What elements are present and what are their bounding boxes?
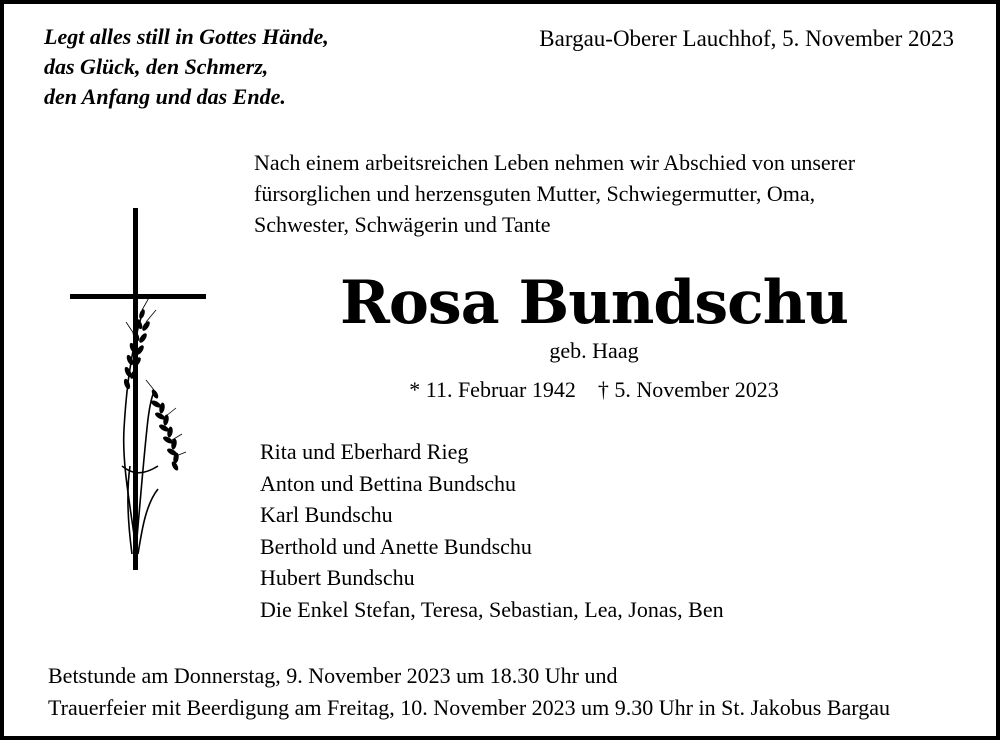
mourner-entry: Berthold und Anette Bundschu xyxy=(260,533,532,559)
motto-line: das Glück, den Schmerz, xyxy=(44,54,269,79)
cross-with-wheat-icon xyxy=(62,204,212,574)
service-line: Betstunde am Donnerstag, 9. November 2023 um 18.30 Uhr und xyxy=(48,663,618,688)
intro-line: Nach einem arbeitsreichen Leben nehmen wir Abschied von unserer xyxy=(254,150,856,175)
motto-line: den Anfang und das Ende. xyxy=(44,84,286,109)
mourner-entry: Hubert Bundschu xyxy=(260,565,415,590)
mourners-list xyxy=(260,436,724,625)
death-date: † 5. November 2023 xyxy=(597,377,779,402)
mourner-entry: Die Enkel Stefan, Teresa, Sebastian, Lea, Jonas, Ben xyxy=(260,596,724,622)
intro-text xyxy=(254,147,974,240)
intro-line: fürsorglichen und herzensguten Mutter, Schwiegermutter, Oma, xyxy=(254,181,816,206)
place-and-date: Bargau-Oberer Lauchhof, 5. November 2023 xyxy=(539,26,954,51)
service-details xyxy=(48,660,890,724)
mourner-entry: Rita und Eberhard Rieg xyxy=(260,439,469,464)
birth-date: * 11. Februar 1942 xyxy=(409,377,576,402)
mourner-entry: Anton und Bettina Bundschu xyxy=(260,470,517,496)
service-line: Trauerfeier mit Beerdigung am Freitag, 10. November 2023 um 9.30 Uhr in St. Jakobus Bargau xyxy=(48,695,890,720)
life-dates xyxy=(254,375,934,405)
deceased-name: Rosa Bundschu xyxy=(340,268,848,338)
motto-line: Legt alles still in Gottes Hände, xyxy=(44,24,329,49)
intro-line: Schwester, Schwägerin und Tante xyxy=(254,212,551,237)
maiden-name: geb. Haag xyxy=(549,338,639,363)
motto-verse xyxy=(44,22,329,112)
mourner-entry: Karl Bundschu xyxy=(260,502,393,527)
